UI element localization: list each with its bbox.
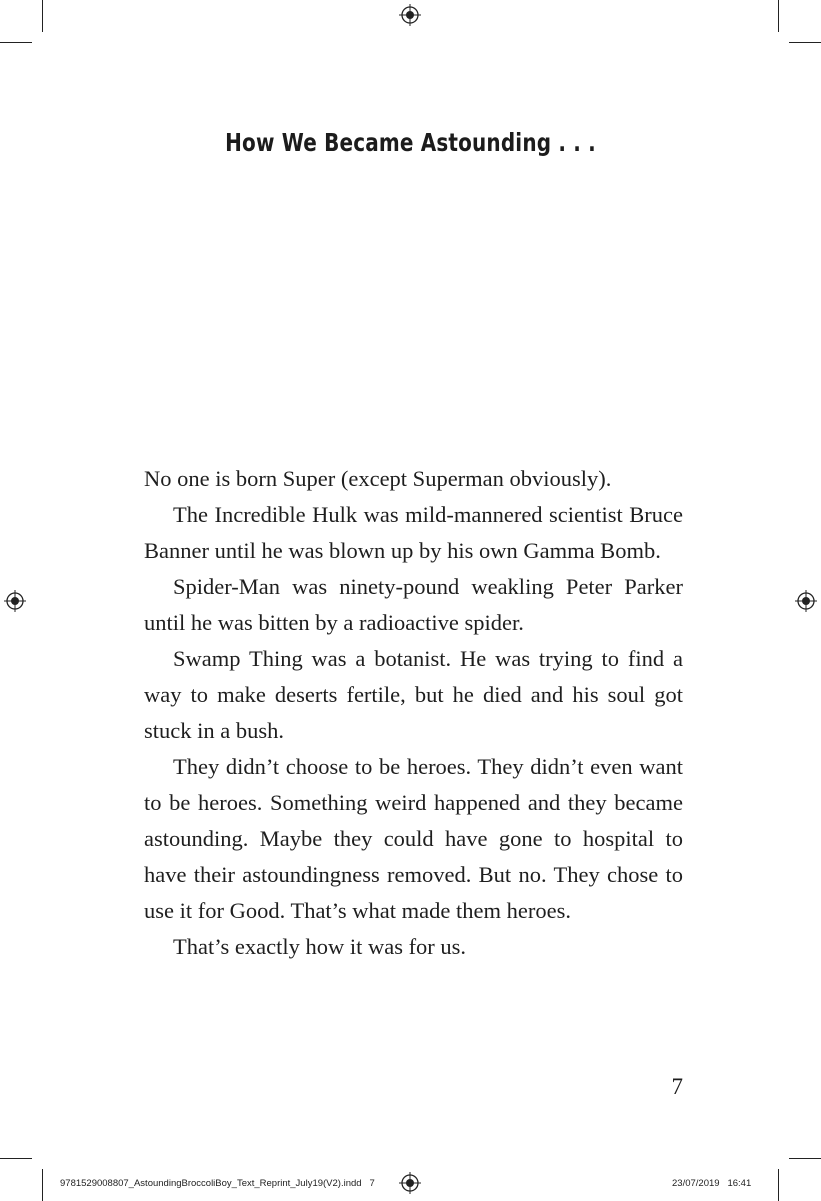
page-number: 7 bbox=[671, 1074, 683, 1099]
paragraph: They didn’t choose to be heroes. They didn’t even want to be heroes. Something weird happened and they became astounding. Maybe they could have gone to hospital to have their astoundingness removed. But no. They chose to use it for Good. That’s what made them heroes. bbox=[144, 754, 683, 923]
registration-mark-icon bbox=[4, 590, 26, 612]
crop-mark bbox=[789, 1158, 821, 1159]
crop-mark bbox=[0, 1158, 32, 1159]
crop-mark bbox=[42, 1169, 43, 1201]
crop-mark bbox=[789, 42, 821, 43]
registration-mark-icon bbox=[795, 590, 817, 612]
slug-file: 9781529008807_AstoundingBroccoliBoy_Text_Reprint_July19(V2).indd bbox=[60, 1178, 362, 1189]
paragraph: That’s exactly how it was for us. bbox=[173, 934, 467, 959]
slug-filename bbox=[60, 1178, 375, 1189]
slug-time: 16:41 bbox=[727, 1178, 752, 1189]
crop-mark bbox=[778, 0, 779, 32]
paragraph: Spider-Man was ninety-pound weakling Peter Parker until he was bitten by a radioactive spider. bbox=[144, 574, 683, 635]
slug-date: 23/07/2019 bbox=[672, 1178, 720, 1189]
slug-page: 7 bbox=[369, 1178, 375, 1189]
paragraph: No one is born Super (except Superman obviously). bbox=[144, 466, 612, 491]
crop-mark bbox=[42, 0, 43, 32]
chapter-title: How We Became Astounding . . . bbox=[225, 128, 596, 157]
registration-mark-icon bbox=[399, 4, 421, 26]
crop-mark bbox=[778, 1169, 779, 1201]
crop-mark bbox=[0, 42, 32, 43]
body-text bbox=[144, 461, 683, 965]
registration-mark-icon bbox=[399, 1172, 421, 1194]
paragraph: Swamp Thing was a botanist. He was trying to find a way to make deserts fertile, but he died and his soul got stuck in a bush. bbox=[144, 646, 683, 743]
slug-timestamp bbox=[672, 1178, 751, 1189]
paragraph: The Incredible Hulk was mild-mannered scientist Bruce Banner until he was blown up by his own Gamma Bomb. bbox=[144, 502, 683, 563]
